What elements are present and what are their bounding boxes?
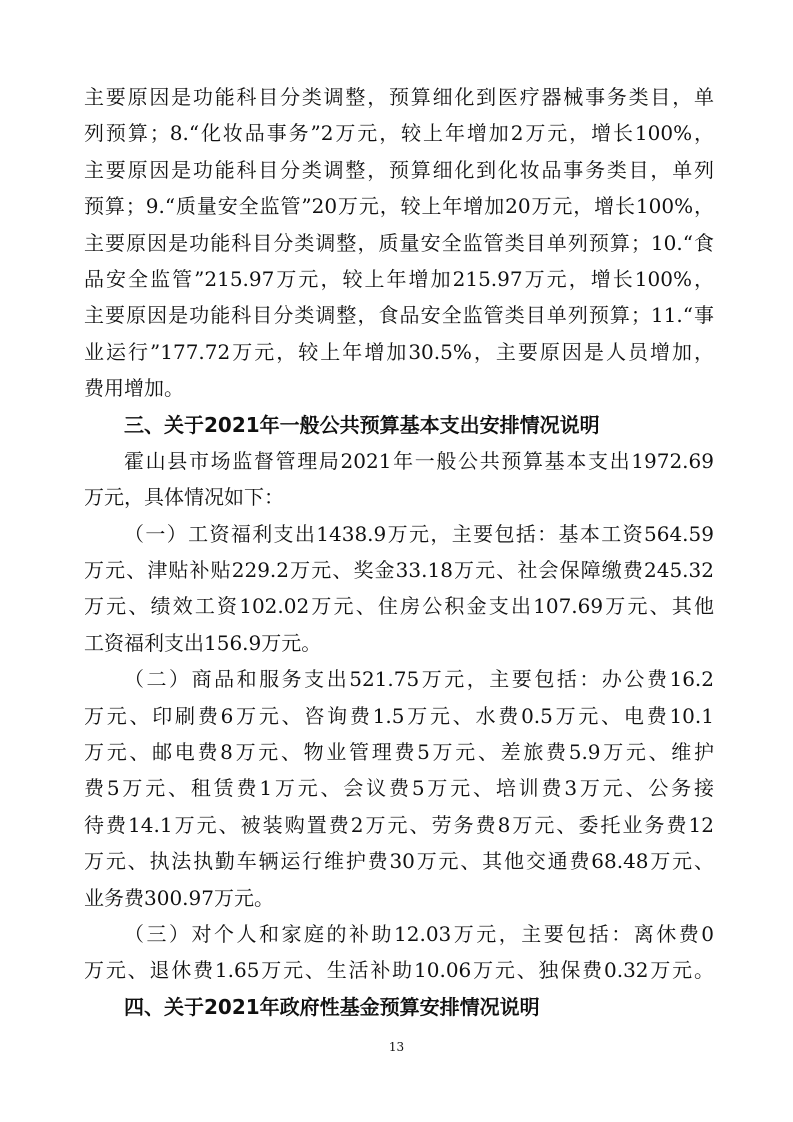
text-line: 万元、印刷费6万元、咨询费1.5万元、水费0.5万元、电费10.1 <box>84 703 714 728</box>
page-number: 13 <box>388 1040 405 1054</box>
text-line: 主要原因是功能科目分类调整，预算细化到医疗器械事务类目，单 <box>84 85 714 109</box>
text-line: 费5万元、租赁费1万元、会议费5万元、培训费3万元、公务接 <box>84 776 714 801</box>
text-line: 万元、退休费1.65万元、生活补助10.06万元、独保费0.32万元。 <box>84 958 714 983</box>
text-line: 万元，具体情况如下： <box>84 485 284 510</box>
text-line: 工资福利支出156.9万元。 <box>84 630 322 655</box>
text-line: 预算；9.“质量安全监管”20万元，较上年增加20万元，增长100%， <box>84 194 714 219</box>
section-heading-4: 四、关于2021年政府性基金预算安排情况说明 <box>124 994 540 1019</box>
text-line: （三）对个人和家庭的补助12.03万元，主要包括：离休费0 <box>124 921 714 946</box>
text-line: 列预算；8.“化妆品事务”2万元，较上年增加2万元，增长100%， <box>84 121 714 146</box>
text-line: （一）工资福利支出1438.9万元，主要包括：基本工资564.59 <box>124 521 714 546</box>
text-line: 万元、津贴补贴229.2万元、奖金33.18万元、社会保障缴费245.32 <box>84 558 714 583</box>
text-line: 霍山县市场监督管理局2021年一般公共预算基本支出1972.69 <box>124 448 714 473</box>
text-line: 主要原因是功能科目分类调整，质量安全监管类目单列预算；10.“食 <box>84 230 714 255</box>
text-line: 待费14.1万元、被装购置费2万元、劳务费8万元、委托业务费12 <box>84 812 714 837</box>
text-line: 业务费300.97万元。 <box>84 885 274 910</box>
text-line: 万元、绩效工资102.02万元、住房公积金支出107.69万元、其他 <box>84 594 714 619</box>
section-heading-3: 三、关于2021年一般公共预算基本支出安排情况说明 <box>124 412 600 437</box>
text-line: 费用增加。 <box>84 376 184 401</box>
text-line: 主要原因是功能科目分类调整，食品安全监管类目单列预算；11.“事 <box>84 303 714 328</box>
text-line: 万元、邮电费8万元、物业管理费5万元、差旅费5.9万元、维护 <box>84 740 714 765</box>
text-line: （二）商品和服务支出521.75万元，主要包括：办公费16.2 <box>124 667 714 692</box>
document-body <box>84 79 714 1025</box>
text-line: 业运行”177.72万元，较上年增加30.5%，主要原因是人员增加， <box>84 339 714 364</box>
text-line: 主要原因是功能科目分类调整，预算细化到化妆品事务类目，单列 <box>84 157 714 182</box>
text-line: 万元、执法执勤车辆运行维护费30万元、其他交通费68.48万元、 <box>84 849 714 874</box>
text-line: 品安全监管”215.97万元，较上年增加215.97万元，增长100%， <box>84 266 714 291</box>
